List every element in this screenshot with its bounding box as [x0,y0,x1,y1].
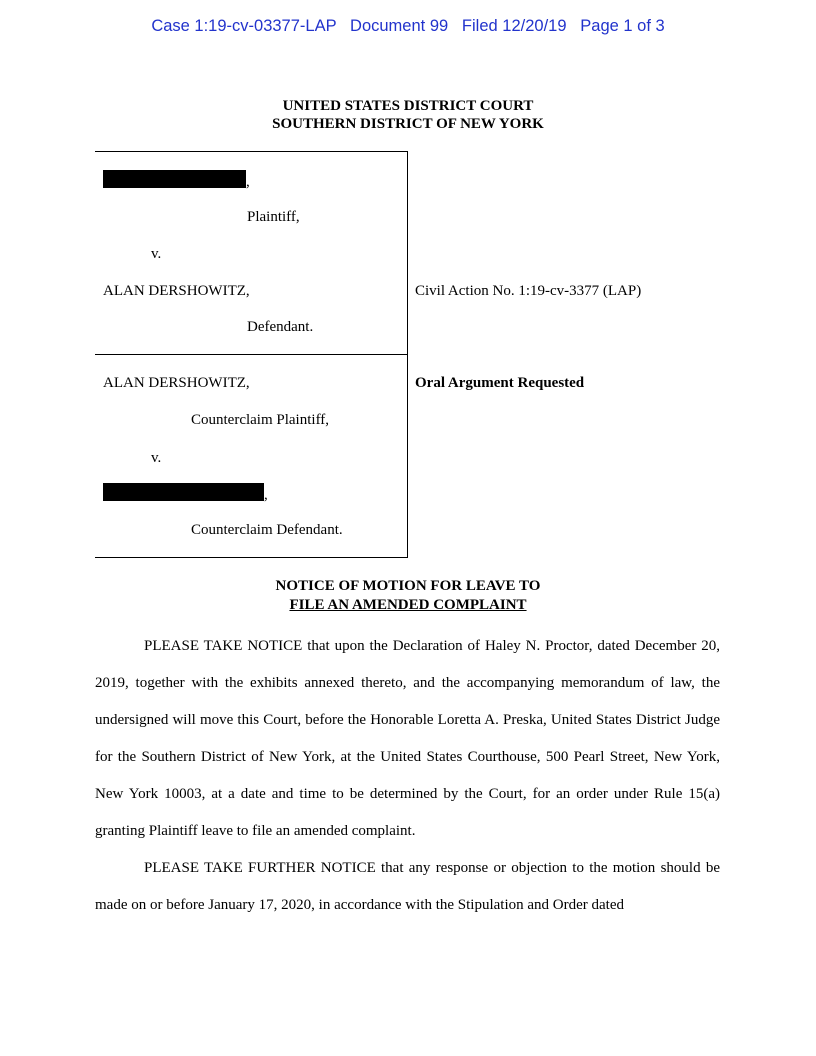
versus-label: v. [151,246,162,262]
caption-divider [95,354,408,355]
counterclaim-plaintiff-role: Counterclaim Plaintiff, [191,412,330,428]
plaintiff-role: Plaintiff, [247,209,300,225]
court-heading [0,97,816,133]
versus-label: v. [151,450,162,466]
redacted-plaintiff-name [103,170,246,188]
defendant-role: Defendant. [247,319,314,335]
title-line-1: NOTICE OF MOTION FOR LEAVE TO [275,578,541,594]
civil-action-number: Civil Action No. 1:19-cv-3377 (LAP) [415,283,642,299]
oral-argument-requested: Oral Argument Requested [415,375,585,391]
plaintiff-comma: , [246,174,250,190]
court-district-line: SOUTHERN DISTRICT OF NEW YORK [272,116,544,132]
motion-body [95,628,720,924]
notice-paragraph: PLEASE TAKE NOTICE that upon the Declaration of Haley N. Proctor, dated December 20, 2019, together with the exhibits annexed thereto, and the accompanying memorandum of law, the undersigned will move this Court, before the Honorable Loretta A. Preska, United States District Judge for the Southern District of New York, at the United States Courthouse, 500 Pearl Street, New York, New York 10003, at a date and time to be determined by the Court, for an order under Rule 15(a) granting Plaintiff leave to file an amended complaint. [95,638,720,839]
defendant-name: ALAN DERSHOWITZ, [103,283,250,299]
ecf-header-stamp: Case 1:19-cv-03377-LAP Document 99 Filed 12/20/19 Page 1 of 3 [151,17,665,35]
title-line-2: FILE AN AMENDED COMPLAINT [289,597,527,613]
counterclaim-plaintiff-name: ALAN DERSHOWITZ, [103,375,250,391]
court-name-line: UNITED STATES DISTRICT COURT [282,98,534,114]
further-notice-paragraph: PLEASE TAKE FURTHER NOTICE that any response or objection to the motion should be made on or before January 17, 2020, in accordance with the Stipulation and Order dated [95,860,720,913]
counterclaim-defendant-role: Counterclaim Defendant. [191,522,343,538]
redacted-counterclaim-defendant-name [103,483,264,501]
counterclaim-defendant-comma: , [264,487,268,503]
document-title [0,577,816,615]
